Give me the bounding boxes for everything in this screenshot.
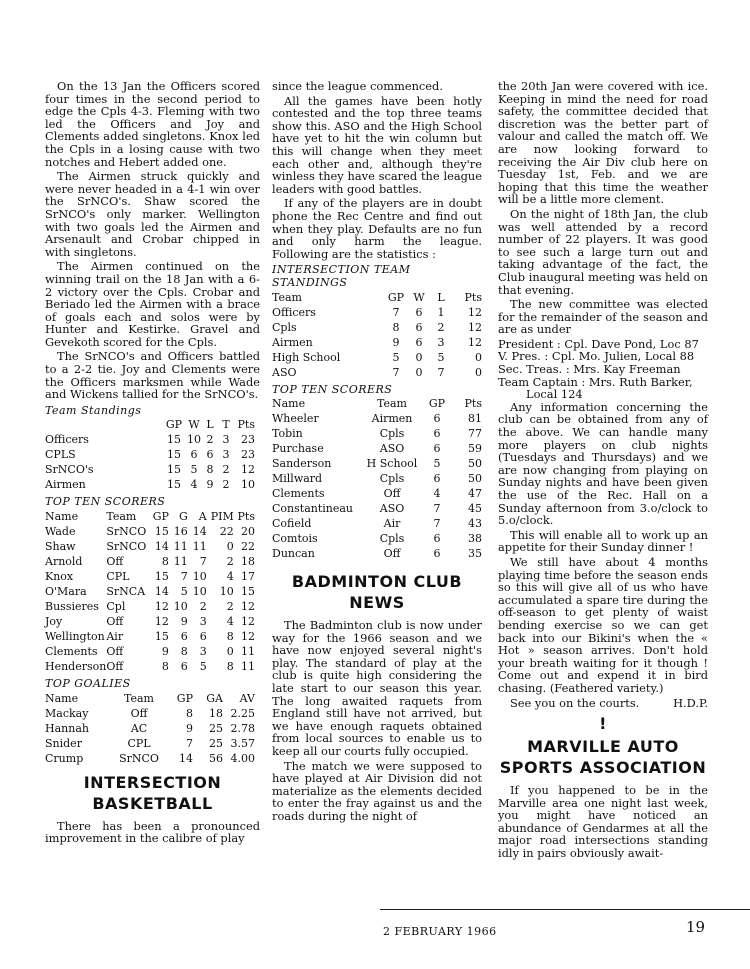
table-cell: 5 xyxy=(437,350,445,364)
table-cell: 35 xyxy=(468,547,482,561)
table-cell: 0 xyxy=(415,365,423,379)
table-cell: 14 xyxy=(154,540,169,554)
table-cell: 12 xyxy=(154,615,169,629)
signoff: See you on the courts. xyxy=(510,695,640,710)
table-cell: Pts xyxy=(464,290,482,304)
table-cell: Joy xyxy=(45,615,63,629)
table-cell: 10 xyxy=(192,570,207,584)
table-cell: Off xyxy=(106,615,124,629)
table-cell: 50 xyxy=(468,457,482,471)
table-cell: 15 xyxy=(154,570,169,584)
table-cell: W xyxy=(413,290,425,304)
table-cell: Off xyxy=(106,555,124,569)
table-cell: 22 xyxy=(241,540,255,554)
table-cell: 8 xyxy=(180,645,188,659)
table-row xyxy=(45,599,255,614)
table-cell: Cpls xyxy=(379,427,405,441)
table-cell: 3 xyxy=(199,615,207,629)
table-row xyxy=(45,644,255,659)
table-cell: 6 xyxy=(433,412,441,426)
table-cell: 3 xyxy=(437,335,445,349)
table-cell: 6 xyxy=(206,448,214,462)
table-cell: 14 xyxy=(192,525,207,539)
page-number: 19 xyxy=(686,918,706,936)
table-cell: 9 xyxy=(180,615,188,629)
table-cell: 20 xyxy=(241,525,255,539)
table-cell: 2 xyxy=(226,555,234,569)
table-cell: Name xyxy=(272,397,306,411)
table-cell: Cpls xyxy=(379,472,405,486)
table-cell: 43 xyxy=(468,517,482,531)
table-cell: 6 xyxy=(415,305,423,319)
table-row xyxy=(272,516,482,531)
table-cell: 2 xyxy=(222,463,230,477)
team-standings-title: Team Standings xyxy=(45,403,142,417)
table-cell: SrNCO's xyxy=(45,463,94,477)
table-cell: 11 xyxy=(241,660,255,674)
table-cell: 8 xyxy=(392,320,400,334)
table-cell: Wade xyxy=(45,525,76,539)
table-cell: 7 xyxy=(180,570,188,584)
table-cell: 14 xyxy=(154,585,169,599)
footer-date: 2 FEBRUARY 1966 xyxy=(383,925,497,938)
top-scorers-title: TOP TEN SCORERS xyxy=(45,495,166,509)
table-cell: A xyxy=(198,510,207,524)
table-cell: 7 xyxy=(186,736,193,750)
table-cell: 6 xyxy=(433,442,441,456)
table-cell: Off xyxy=(106,645,124,659)
table-cell: 7 xyxy=(433,502,441,516)
table-row xyxy=(45,721,255,736)
table-cell: 6 xyxy=(180,660,188,674)
table-cell: Airmen xyxy=(45,478,86,492)
table-cell: Off xyxy=(130,706,148,720)
table-cell: 12 xyxy=(468,305,482,319)
table-cell: 50 xyxy=(468,472,482,486)
table-row xyxy=(272,441,482,456)
table-cell: Name xyxy=(45,510,79,524)
table-cell: 0 xyxy=(226,540,234,554)
table-header-row xyxy=(272,290,482,305)
table-cell: 2 xyxy=(437,320,445,334)
badminton-heading: BADMINTON CLUB NEWS xyxy=(291,572,463,613)
basketball-standings-table xyxy=(272,290,482,380)
paragraph: The new committee was elected for the remainder of the season and are as under xyxy=(498,297,708,337)
table-cell: 5 xyxy=(199,660,207,674)
table-cell: 15 xyxy=(154,525,169,539)
hockey-goalies-table xyxy=(45,691,255,766)
table-row xyxy=(272,365,482,380)
table-cell: 8 xyxy=(226,630,234,644)
table-cell: 8 xyxy=(161,660,169,674)
table-cell: GA xyxy=(206,691,223,705)
basketball-scorers-table xyxy=(272,396,482,561)
paragraph: The SrNCO's and Officers battled to a 2-2 tie. Joy and Clements were the Officers marksmen while Wade and Wickens tallied for the SrNCO's. xyxy=(45,349,260,402)
paragraph: If you happened to be in the Marville area one night last week, you might have noticed an abundance of Gendarmes at all the major road intersections standing idly in pairs obviously await- xyxy=(498,783,708,861)
basketball-heading: INTERSECTION BASKETBALL xyxy=(83,772,222,813)
table-cell: Cofield xyxy=(272,517,312,531)
table-cell: Arnold xyxy=(45,555,83,569)
paragraph: The match we were supposed to have played at Air Division did not materialize as the elements decided to enter the fray against us and the roads during the night of xyxy=(272,758,482,823)
paragraph: the 20th Jan were covered with ice. Keeping in mind the need for road safety, the committee decided that discretion was the better part of valour and called the match off. We are now looking forward to receiving the Air Div club here on Tuesday 1st, Feb. and we are hoping that this time the weather will be a little more clement. xyxy=(498,79,708,207)
table-cell: 12 xyxy=(241,463,255,477)
top-scorers-title: TOP TEN SCORERS xyxy=(272,382,393,396)
table-cell: 4 xyxy=(226,570,234,584)
table-cell: 10 xyxy=(192,585,207,599)
table-cell: 10 xyxy=(241,478,255,492)
paragraph: There has been a pronounced improvement in the calibre of play xyxy=(45,818,260,846)
table-cell: 7 xyxy=(392,305,400,319)
table-cell: 0 xyxy=(475,350,482,364)
table-row xyxy=(45,736,255,751)
signature: H.D.P. xyxy=(673,695,708,710)
table-cell xyxy=(45,417,163,432)
table-cell: O'Mara xyxy=(45,585,87,599)
paragraph: This will enable all to work up an appetite for their Sunday dinner ! xyxy=(498,527,708,555)
table-cell: PIM xyxy=(210,510,234,524)
paragraph: The Airmen continued on the winning trail on the 18 Jan with a 6-2 victory over the Cpls. Crobar and Beriado led the Airmen with a brace of goals each and solos were by Hunter and Kestirke. Gravel and Gevekoth scored for the Cpls. xyxy=(45,259,260,349)
table-cell: 7 xyxy=(199,555,207,569)
table-cell: 9 xyxy=(206,478,214,492)
table-cell: Henderson xyxy=(45,660,107,674)
table-cell: GP xyxy=(176,691,193,705)
table-cell: 2.78 xyxy=(230,721,255,735)
table-header-row xyxy=(45,417,255,432)
table-cell: 22 xyxy=(219,525,234,539)
table-cell: 23 xyxy=(241,433,255,447)
exclamation-mark: ! xyxy=(599,714,607,734)
table-cell: SrNCO xyxy=(119,751,159,765)
table-cell: Purchase xyxy=(272,442,324,456)
table-cell: W xyxy=(188,418,200,432)
committee-list: President : Cpl. Dave Pond, Loc 87 V. Pres. : Cpl. Mo. Julien, Local 88 Sec. Treas. : Mrs. Kay Freeman Team Captain : Mrs. Ruth Barker, Local 124 xyxy=(498,336,699,402)
table-cell: 11 xyxy=(192,540,207,554)
table-cell: AC xyxy=(130,721,148,735)
table-cell: Name xyxy=(45,691,79,705)
table-row xyxy=(272,426,482,441)
table-row xyxy=(272,501,482,516)
column-2 xyxy=(272,80,482,825)
table-row xyxy=(45,539,255,554)
paragraph: If any of the players are in doubt phone the Rec Centre and find out when they play. Defaults are no fun and only harm the league. Following are the statistics : xyxy=(272,196,482,261)
table-cell: Team xyxy=(272,290,302,304)
table-cell: 12 xyxy=(241,615,255,629)
table-row xyxy=(45,432,255,447)
table-row xyxy=(45,614,255,629)
table-cell: Off xyxy=(383,487,401,501)
table-cell: 5 xyxy=(180,585,188,599)
table-cell: 59 xyxy=(468,442,482,456)
paragraph: The Badminton club is now under way for the 1966 season and we have now enjoyed several night's play. The standard of play at the club is quite high considering the late start to our season this year. The long awaited raquets from England still have not arrived, but we have enough raquets obtained from local sources to enable us to keep all our courts fully occupied. xyxy=(272,618,482,759)
table-cell: 12 xyxy=(241,600,255,614)
paragraph: All the games have been hotly contested and the top three teams show this. ASO and the High School have yet to hit the win column but this will change when they meet each other and, although they're winless they have scared the league leaders with good battles. xyxy=(272,93,482,196)
table-cell: Knox xyxy=(45,570,74,584)
table-cell: 11 xyxy=(173,540,188,554)
table-row xyxy=(45,584,255,599)
table-row xyxy=(45,554,255,569)
paragraph: On the night of 18th Jan, the club was well attended by a record number of 22 players. It was good to see such a large turn out and taking advantage of the fact, the Club inaugural meeting was held on that evening. xyxy=(498,206,708,297)
table-row xyxy=(272,350,482,365)
table-cell: ASO xyxy=(379,442,405,456)
table-cell: Comtois xyxy=(272,532,318,546)
table-cell: Crump xyxy=(45,751,84,765)
table-cell: Airmen xyxy=(371,412,413,426)
table-row xyxy=(45,569,255,584)
table-cell: SrNCO xyxy=(106,525,147,539)
table-cell: 6 xyxy=(199,630,207,644)
table-cell: L xyxy=(206,418,214,432)
table-cell: 6 xyxy=(415,320,423,334)
table-cell: 15 xyxy=(241,585,255,599)
table-cell: Duncan xyxy=(272,547,315,561)
table-row xyxy=(45,751,255,766)
table-cell: Off xyxy=(383,547,401,561)
intersection-standings-title: INTERSECTION TEAM STANDINGS xyxy=(272,263,411,289)
table-cell: 2.25 xyxy=(230,706,255,720)
hockey-scorers-table xyxy=(45,509,255,674)
table-cell: ASO xyxy=(272,365,297,379)
paragraph: Any information concerning the club can be obtained from any of the above. We can handle many more players on club nights (Tuesdays and Thursdays) and we are now changing from playing on Sunday nights and have been given the use of the Rec. Hall on a Sunday afternoon from 3.o/clock to 5.o/clock. xyxy=(498,399,708,528)
table-cell: 38 xyxy=(468,532,482,546)
table-cell: 4 xyxy=(433,487,441,501)
table-cell: 14 xyxy=(179,751,193,765)
table-cell: 16 xyxy=(173,525,188,539)
table-cell: 8 xyxy=(186,706,193,720)
table-cell: 2 xyxy=(199,600,207,614)
table-cell: 2 xyxy=(206,433,214,447)
table-cell: 25 xyxy=(209,736,223,750)
table-cell: 3 xyxy=(222,433,230,447)
table-row xyxy=(45,462,255,477)
table-cell: 6 xyxy=(433,547,441,561)
table-cell: SrNCA xyxy=(106,585,146,599)
table-cell: Snider xyxy=(45,736,82,750)
table-row xyxy=(272,531,482,546)
table-cell: Clements xyxy=(272,487,325,501)
table-cell: 0 xyxy=(415,350,423,364)
table-cell: 8 xyxy=(206,463,214,477)
table-cell: Team xyxy=(124,691,154,705)
table-cell: 5 xyxy=(433,457,441,471)
table-cell: 45 xyxy=(468,502,482,516)
table-cell: 23 xyxy=(241,448,255,462)
table-cell: Tobin xyxy=(272,427,303,441)
table-cell: L xyxy=(437,290,445,304)
table-cell: 7 xyxy=(437,365,445,379)
table-cell: Air xyxy=(383,517,401,531)
table-cell: 11 xyxy=(173,555,188,569)
table-cell: 15 xyxy=(167,448,181,462)
table-cell: Team xyxy=(377,397,407,411)
column-3 xyxy=(498,80,708,862)
table-header-row xyxy=(45,509,255,524)
table-cell: 9 xyxy=(392,335,400,349)
table-cell: 56 xyxy=(209,751,223,765)
table-cell: Mackay xyxy=(45,706,89,720)
table-cell: Team xyxy=(106,510,137,524)
table-row xyxy=(272,471,482,486)
table-cell: 18 xyxy=(209,706,223,720)
table-cell: GP xyxy=(165,418,183,432)
table-cell: Bussieres xyxy=(45,600,99,614)
table-cell: 81 xyxy=(468,412,482,426)
hockey-standings-table xyxy=(45,417,255,492)
table-cell: Millward xyxy=(272,472,323,486)
table-cell: AV xyxy=(239,691,255,705)
table-cell: 12 xyxy=(241,630,255,644)
table-cell: GP xyxy=(152,510,169,524)
table-row xyxy=(45,447,255,462)
table-header-row xyxy=(272,396,482,411)
table-cell: 3 xyxy=(222,448,230,462)
table-cell: 9 xyxy=(161,645,169,659)
table-cell: 6 xyxy=(180,630,188,644)
table-cell: 9 xyxy=(186,721,193,735)
table-cell: 6 xyxy=(433,427,441,441)
table-row xyxy=(272,456,482,471)
table-cell: Officers xyxy=(272,305,316,319)
table-cell: Cpls xyxy=(379,532,405,546)
table-cell: 77 xyxy=(468,427,482,441)
table-cell: T xyxy=(222,418,230,432)
table-cell: 7 xyxy=(433,517,441,531)
table-cell: G xyxy=(179,510,188,524)
table-cell: 18 xyxy=(241,555,255,569)
paragraph: The Airmen struck quickly and were never headed in a 4-1 win over the SrNCO's. Shaw scored the SrNCO's only marker. Wellington with two goals led the Airmen and Arsenault and Crobar chipped in with singletons. xyxy=(45,169,260,259)
table-cell: 0 xyxy=(475,365,482,379)
table-cell: 10 xyxy=(187,433,201,447)
table-cell: 10 xyxy=(173,600,188,614)
table-cell: 4 xyxy=(190,478,198,492)
table-cell: 1 xyxy=(437,305,445,319)
table-cell: 4.00 xyxy=(230,751,255,765)
table-cell: 15 xyxy=(154,630,169,644)
table-row xyxy=(272,486,482,501)
table-row xyxy=(272,546,482,561)
table-cell: 15 xyxy=(167,463,181,477)
table-cell: Off xyxy=(106,660,124,674)
table-row xyxy=(45,706,255,721)
table-cell: GP xyxy=(428,397,446,411)
table-cell: 2 xyxy=(222,478,230,492)
table-cell: 12 xyxy=(154,600,169,614)
table-cell: 2 xyxy=(226,600,234,614)
table-cell: Hannah xyxy=(45,721,89,735)
table-cell: 12 xyxy=(468,320,482,334)
table-cell: Clements xyxy=(45,645,98,659)
table-cell: Officers xyxy=(45,433,89,447)
paragraph: since the league commenced. xyxy=(272,79,443,93)
table-cell: 6 xyxy=(433,532,441,546)
table-cell: 11 xyxy=(241,645,255,659)
table-row xyxy=(272,411,482,426)
table-cell: 5 xyxy=(190,463,198,477)
paragraph: We still have about 4 months playing time before the season ends so this will give all of us who have accumulated a spare tire during the off-season to get plenty of waist bending exercise so we can get back into our Bikini's when the « Hot » season arrives. Don't hold your breath waiting for it though ! Come out and expend it in bird chasing. (Feathered variety.) xyxy=(498,554,708,695)
table-cell: 5 xyxy=(392,350,400,364)
table-cell: Cpls xyxy=(272,320,297,334)
table-cell: Constantineau xyxy=(272,502,354,516)
table-cell: Wellington xyxy=(45,630,105,644)
table-row xyxy=(45,629,255,644)
table-cell: Air xyxy=(106,630,124,644)
table-cell: 15 xyxy=(167,478,181,492)
table-cell: 0 xyxy=(226,645,234,659)
table-cell: GP xyxy=(387,290,405,304)
table-cell: Pts xyxy=(237,418,255,432)
table-cell: 15 xyxy=(167,433,181,447)
table-cell: 12 xyxy=(468,335,482,349)
table-cell: 10 xyxy=(219,585,234,599)
table-cell: 6 xyxy=(190,448,198,462)
footer-rule xyxy=(380,909,750,910)
table-cell: Sanderson xyxy=(272,457,332,471)
top-goalies-title: TOP GOALIES xyxy=(45,677,131,691)
table-row xyxy=(45,659,255,674)
table-cell: 3.57 xyxy=(230,736,255,750)
table-cell: CPL xyxy=(127,736,151,750)
table-row xyxy=(272,335,482,350)
table-cell: Pts xyxy=(464,397,482,411)
table-row xyxy=(272,320,482,335)
table-cell: 7 xyxy=(392,365,400,379)
table-cell: SrNCO xyxy=(106,540,147,554)
table-cell: 25 xyxy=(209,721,223,735)
table-row xyxy=(272,305,482,320)
table-cell: Wheeler xyxy=(272,412,319,426)
table-row xyxy=(45,477,255,492)
marville-heading: MARVILLE AUTO SPORTS ASSOCIATION xyxy=(499,737,707,778)
table-cell: H School xyxy=(366,457,418,471)
table-cell: Cpl xyxy=(106,600,126,614)
table-cell: 6 xyxy=(433,472,441,486)
table-cell: 17 xyxy=(241,570,255,584)
table-cell: High School xyxy=(272,350,341,364)
table-cell: ASO xyxy=(379,502,405,516)
column-1 xyxy=(45,80,260,847)
table-cell: Pts xyxy=(237,510,255,524)
table-cell: 3 xyxy=(199,645,207,659)
table-cell: Airmen xyxy=(272,335,313,349)
table-cell: 4 xyxy=(226,615,234,629)
table-header-row xyxy=(45,691,255,706)
table-cell: 8 xyxy=(226,660,234,674)
table-cell: Shaw xyxy=(45,540,76,554)
signoff-line xyxy=(498,697,708,710)
table-cell: CPLS xyxy=(45,448,76,462)
table-cell: 47 xyxy=(468,487,482,501)
table-cell: 8 xyxy=(161,555,169,569)
table-cell: CPL xyxy=(106,570,130,584)
table-cell: 6 xyxy=(415,335,423,349)
paragraph: On the 13 Jan the Officers scored four times in the second period to edge the Cpls 4-3. Fleming with two led the Officers and Joy and Clements added singletons. Knox led the Cpls in a losing cause with two notches and Hebert added one. xyxy=(45,79,260,169)
table-row xyxy=(45,524,255,539)
